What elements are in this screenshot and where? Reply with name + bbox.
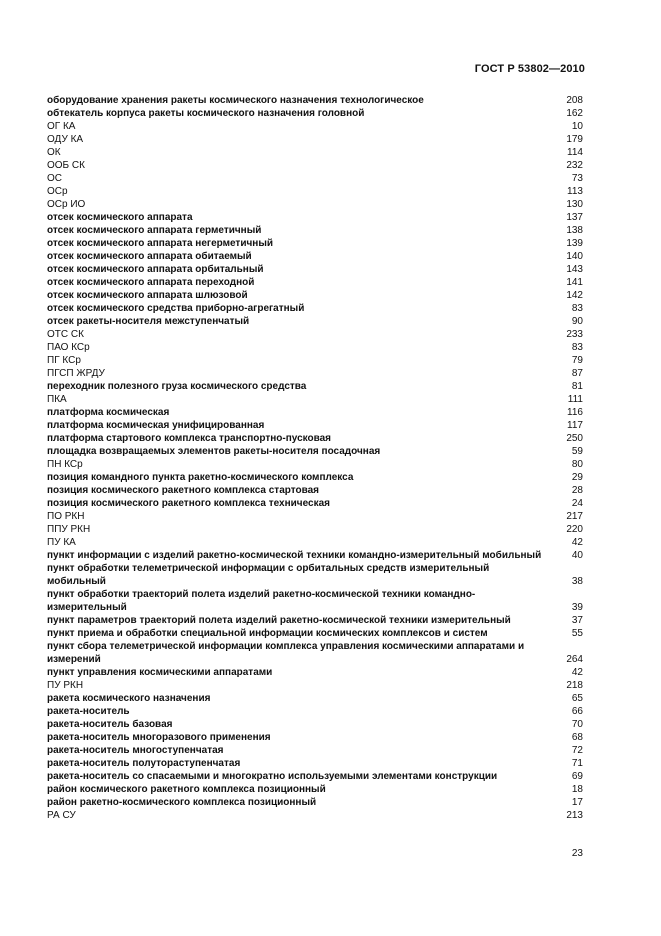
index-term: ракета-носитель [47,706,130,717]
index-term: пункт информации с изделий ракетно-космической техники командно-измерительный мобильный [47,550,542,561]
index-entry [47,393,583,406]
index-term: платформа стартового комплекса транспортно-пусковая [47,433,332,444]
index-term: отсек космического аппарата обитаемый [47,251,252,262]
index-entry [47,380,583,393]
index-page-number: 217 [566,511,583,522]
index-entry [47,445,583,458]
index-page-number: 79 [571,355,583,366]
index-entry [47,471,583,484]
index-page-number: 10 [571,121,583,132]
index-term: отсек космического аппарата шлюзовой [47,290,248,301]
index-page-number: 179 [566,134,583,145]
index-page-number: 42 [571,667,583,678]
index-entry [47,276,583,289]
index-entry [47,211,583,224]
index-entry [47,562,583,588]
index-page-number: 218 [566,680,583,691]
index-term: отсек космического аппарата герметичный [47,225,262,236]
index-page-number: 141 [566,277,583,288]
index-term: ракета-носитель со спасаемыми и многократно используемыми элементами конструкции [47,771,498,782]
index-entry [47,614,583,627]
index-entry [47,250,583,263]
index-page-number: 114 [567,147,583,158]
index-term: переходник полезного груза космического средства [47,381,307,392]
index-page-number: 81 [571,381,583,392]
index-page-number: 68 [571,732,583,743]
index-page-number: 111 [567,394,583,405]
index-term: пункт приема и обработки специальной информации космических комплексов и систем [47,628,488,639]
index-term: платформа космическая [47,407,170,418]
index-entry [47,757,583,770]
index-term: обтекатель корпуса ракеты космического назначения головной [47,108,365,119]
index-page-number: 83 [571,342,583,353]
index-term: платформа космическая унифицированная [47,420,265,431]
index-entry [47,185,583,198]
index-entry [47,796,583,809]
index-page-number: 69 [571,771,583,782]
index-term: ОСр ИО [47,199,86,210]
index-entry [47,497,583,510]
index-entry [47,705,583,718]
index-page-number: 250 [566,433,583,444]
index-entry [47,640,583,666]
index-term: пункт управления космическими аппаратами [47,667,273,678]
index-term: пункт обработки телеметрической информации с орбитальных средств измерительный мобильный [47,563,490,587]
index-page-number: 233 [566,329,583,340]
index-page-number: 24 [571,498,583,509]
index-term: отсек космического аппарата орбитальный [47,264,264,275]
index-term: ОК [47,147,61,158]
index-page-number: 42 [571,537,583,548]
index-term: ОСр [47,186,68,197]
index-entry [47,783,583,796]
index-term: отсек космического аппарата [47,212,193,223]
index-term: ОДУ КА [47,134,84,145]
index-page-number: 264 [566,654,583,665]
index-entry [47,237,583,250]
index-entry [47,588,583,614]
index-page-number: 38 [571,576,583,587]
index-page-number: 17 [571,797,583,808]
index-page-number: 80 [571,459,583,470]
index-page-number: 65 [571,693,583,704]
index-page-number: 39 [571,602,583,613]
index-entry [47,354,583,367]
index-entry [47,133,583,146]
index-page-number: 137 [566,212,583,223]
index-page-number: 139 [566,238,583,249]
page-number: 23 [571,848,583,859]
index-entry [47,289,583,302]
index-term: оборудование хранения ракеты космического назначения технологическое [47,95,424,106]
index-page-number: 138 [566,225,583,236]
index-entry [47,159,583,172]
index-page-number: 73 [571,173,583,184]
index-term: пункт обработки траекторий полета изделий ракетно-космической техники командно-измерительный [47,589,476,613]
index-term: район ракетно-космического комплекса позиционный [47,797,317,808]
index-entry [47,328,583,341]
index-entry [47,458,583,471]
index-term: ПО РКН [47,511,85,522]
index-term: ОГ КА [47,121,76,132]
index-term: ОТС СК [47,329,84,340]
index-entry [47,770,583,783]
index-term: ПГСП ЖРДУ [47,368,105,379]
index-page-number: 232 [566,160,583,171]
index-page-number: 66 [571,706,583,717]
index-page-number: 213 [566,810,583,821]
index-term: ракета космического назначения [47,693,211,704]
index-term: ПУ КА [47,537,76,548]
index-page-number: 72 [571,745,583,756]
index-entry [47,432,583,445]
index-entry [47,679,583,692]
index-term: отсек космического аппарата переходной [47,277,255,288]
index-term: ПУ РКН [47,680,84,691]
term-index-list [47,94,583,822]
index-page-number: 220 [566,524,583,535]
index-term: отсек космического аппарата негерметичный [47,238,274,249]
index-page-number: 87 [571,368,583,379]
index-term: ракета-носитель многоступенчатая [47,745,224,756]
index-entry [47,107,583,120]
index-page-number: 113 [567,186,583,197]
index-term: ПКА [47,394,67,405]
index-entry [47,94,583,107]
index-term: ООБ СК [47,160,85,171]
index-page-number: 140 [566,251,583,262]
index-entry [47,484,583,497]
index-entry [47,718,583,731]
index-entry [47,224,583,237]
index-page-number: 90 [571,316,583,327]
index-page-number: 208 [566,95,583,106]
index-page-number: 116 [567,407,583,418]
index-term: отсек космического средства приборно-агрегатный [47,303,305,314]
index-term: ПГ КСр [47,355,81,366]
document-header: ГОСТ Р 53802—2010 [474,63,585,75]
index-entry [47,731,583,744]
index-page-number: 40 [571,550,583,561]
index-term: ПН КСр [47,459,83,470]
index-entry [47,536,583,549]
index-page-number: 59 [571,446,583,457]
index-term: ракета-носитель многоразового применения [47,732,271,743]
index-entry [47,315,583,328]
index-entry [47,263,583,276]
index-page-number: 18 [571,784,583,795]
index-term: ракета-носитель полутораступенчатая [47,758,241,769]
index-term: позиция космического ракетного комплекса стартовая [47,485,320,496]
index-term: пункт сбора телеметрической информации комплекса управления космическими аппаратами и измерений [47,641,525,665]
index-entry [47,419,583,432]
index-page-number: 83 [571,303,583,314]
index-term: район космического ракетного комплекса позиционный [47,784,326,795]
index-entry [47,549,583,562]
index-page-number: 29 [571,472,583,483]
index-page-number: 70 [571,719,583,730]
index-entry [47,744,583,757]
index-page-number: 142 [566,290,583,301]
index-term: отсек ракеты-носителя межступенчатый [47,316,250,327]
index-entry [47,367,583,380]
index-term: площадка возвращаемых элементов ракеты-носителя посадочная [47,446,381,457]
index-entry [47,198,583,211]
index-entry [47,120,583,133]
index-page-number: 162 [566,108,583,119]
index-term: позиция космического ракетного комплекса техническая [47,498,331,509]
index-entry [47,627,583,640]
index-page-number: 71 [571,758,583,769]
index-page-number: 55 [571,628,583,639]
index-page-number: 143 [566,264,583,275]
index-term: ППУ РКН [47,524,91,535]
index-page-number: 37 [571,615,583,626]
index-entry [47,510,583,523]
index-entry [47,146,583,159]
index-page-number: 28 [571,485,583,496]
index-term: ПАО КСр [47,342,90,353]
index-page-number: 130 [566,199,583,210]
index-term: ракета-носитель базовая [47,719,173,730]
index-term: ОС [47,173,62,184]
index-entry [47,523,583,536]
index-entry [47,172,583,185]
index-entry [47,302,583,315]
index-entry [47,406,583,419]
index-page-number: 117 [567,420,583,431]
index-entry [47,341,583,354]
index-term: пункт параметров траекторий полета изделий ракетно-космической техники измерительный [47,615,511,626]
index-entry [47,692,583,705]
index-term: позиция командного пункта ракетно-космического комплекса [47,472,354,483]
index-term: РА СУ [47,810,76,821]
index-entry [47,666,583,679]
index-entry [47,809,583,822]
